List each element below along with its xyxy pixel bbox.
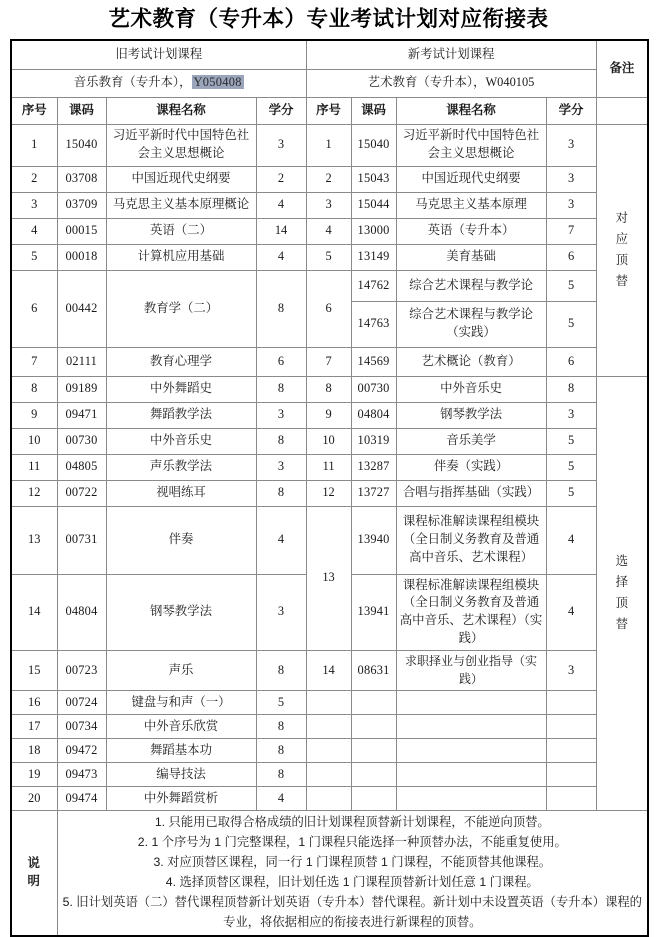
new-course-name: 课程标准解读课程组模块（全日制义务教育及普通高中音乐、艺术课程） [396,506,546,574]
table-row [11,428,648,454]
new-course-name [396,691,546,715]
table-row [11,124,648,166]
table-row [11,347,648,376]
new-course-name [396,763,546,787]
old-course-name: 声乐教学法 [106,454,256,480]
new-credit [546,715,596,739]
old-course-name: 计算机应用基础 [106,244,256,270]
old-seq: 1 [11,124,57,166]
table-row [11,402,648,428]
old-course-name: 伴奏 [106,506,256,574]
new-code: 15044 [351,192,396,218]
old-seq: 14 [11,574,57,651]
new-credit [546,763,596,787]
old-credit: 14 [256,218,306,244]
new-credit: 3 [546,402,596,428]
new-code: 13940 [351,506,396,574]
column-header-row [11,97,648,124]
old-code: 09471 [57,402,106,428]
new-seq: 7 [306,347,351,376]
remark-corresponding [596,124,648,376]
old-seq: 12 [11,480,57,506]
new-code: 14762 [351,270,396,301]
new-credit: 4 [546,506,596,574]
old-code: 04805 [57,454,106,480]
old-seq: 4 [11,218,57,244]
table-row [11,787,648,811]
notes-label-char-1: 说 [27,855,41,870]
old-code: 09189 [57,376,106,402]
notes-content [57,811,648,936]
old-credit: 8 [256,480,306,506]
new-credit: 5 [546,454,596,480]
remark-optional [596,376,648,811]
old-major-code: Y050408 [193,75,242,89]
new-credit: 3 [546,192,596,218]
old-code: 09473 [57,763,106,787]
new-credit: 3 [546,166,596,192]
old-code: 04804 [57,574,106,651]
new-plan-group-header: 新考试计划课程 [306,40,596,70]
old-course-name: 舞蹈教学法 [106,402,256,428]
table-row [11,454,648,480]
old-course-name: 中国近现代史纲要 [106,166,256,192]
note-item: 1. 只能用已取得合格成绩的旧计划课程顶替新计划课程，不能逆向顶替。 [154,815,550,830]
table-row [11,739,648,763]
page-title: 艺术教育（专升本）专业考试计划对应衔接表 [108,7,549,31]
old-course-name: 中外音乐史 [106,428,256,454]
old-credit: 3 [256,574,306,651]
new-seq [306,787,351,811]
old-credit: 4 [256,787,306,811]
new-credit: 3 [546,124,596,166]
remark-text: 对应顶替 [615,210,629,289]
old-course-name: 马克思主义基本原理概论 [106,192,256,218]
old-code: 00723 [57,651,106,691]
table-row [11,192,648,218]
new-code [351,691,396,715]
new-code: 13727 [351,480,396,506]
new-seq: 14 [306,651,351,691]
old-seq: 18 [11,739,57,763]
note-item: 3. 对应顶替区课程，同一行 1 门课程顶替 1 门课程，不能顶替其他课程。 [153,855,552,870]
new-course-name: 音乐美学 [396,428,546,454]
old-credit: 6 [256,347,306,376]
new-seq: 13 [306,506,351,651]
new-course-name: 艺术概论（教育） [396,347,546,376]
new-code [351,715,396,739]
col-header-course-old: 课程名称 [106,97,256,124]
old-credit: 3 [256,454,306,480]
old-code: 00015 [57,218,106,244]
new-seq [306,715,351,739]
new-credit: 5 [546,270,596,301]
old-seq: 2 [11,166,57,192]
old-code: 03709 [57,192,106,218]
new-course-name: 钢琴教学法 [396,402,546,428]
old-course-name: 中外音乐欣赏 [106,715,256,739]
new-course-name: 课程标准解读课程组模块（全日制义务教育及普通高中音乐、艺术课程）（实践） [396,574,546,651]
new-course-name: 综合艺术课程与教学论 [396,270,546,301]
notes-label-char-2: 明 [27,873,41,888]
old-plan-group-header: 旧考试计划课程 [11,40,306,70]
note-item: 5. 旧计划英语（二）替代课程顶替新计划英语（专升本）替代课程。新计划中未设置英语（专升本）课程的专业，将依据相应的衔接表进行新课程的顶替。 [62,894,642,929]
table-row [11,763,648,787]
old-seq: 17 [11,715,57,739]
old-major-name: 音乐教育（专升本）， [73,75,192,89]
old-credit: 4 [256,244,306,270]
new-course-name: 马克思主义基本原理 [396,192,546,218]
old-code: 15040 [57,124,106,166]
old-code: 00730 [57,428,106,454]
new-code: 13287 [351,454,396,480]
new-course-name: 习近平新时代中国特色社会主义思想概论 [396,124,546,166]
col-header-seq-old: 序号 [11,97,57,124]
new-credit: 5 [546,480,596,506]
notes-label [11,811,57,936]
new-course-name: 求职择业与创业指导（实践） [396,651,546,691]
new-credit: 3 [546,651,596,691]
table-row [11,506,648,574]
old-code: 00731 [57,506,106,574]
old-course-name: 习近平新时代中国特色社会主义思想概论 [106,124,256,166]
old-code: 09474 [57,787,106,811]
old-course-name: 教育心理学 [106,347,256,376]
table-row [11,651,648,691]
old-course-name: 声乐 [106,651,256,691]
old-credit: 2 [256,166,306,192]
new-code: 13149 [351,244,396,270]
old-course-name: 编导技法 [106,763,256,787]
old-course-name: 键盘与和声（一） [106,691,256,715]
old-credit: 8 [256,376,306,402]
new-code: 13000 [351,218,396,244]
old-credit: 8 [256,739,306,763]
table-row [11,480,648,506]
col-header-course-new: 课程名称 [396,97,546,124]
new-code: 13941 [351,574,396,651]
old-credit: 3 [256,124,306,166]
new-course-name [396,787,546,811]
old-credit: 8 [256,428,306,454]
new-seq: 3 [306,192,351,218]
old-code: 09472 [57,739,106,763]
new-credit [546,739,596,763]
notes-row [11,811,648,936]
old-credit: 8 [256,763,306,787]
old-seq: 3 [11,192,57,218]
new-code: 15043 [351,166,396,192]
old-seq: 13 [11,506,57,574]
new-course-name: 合唱与指挥基础（实践） [396,480,546,506]
col-header-credit-new: 学分 [546,97,596,124]
old-code: 00722 [57,480,106,506]
table-row [11,166,648,192]
old-seq: 16 [11,691,57,715]
new-code: 08631 [351,651,396,691]
old-course-name: 英语（二） [106,218,256,244]
col-header-credit-old: 学分 [256,97,306,124]
col-header-code-new: 课码 [351,97,396,124]
new-course-name: 中外音乐史 [396,376,546,402]
old-course-name: 钢琴教学法 [106,574,256,651]
new-seq: 12 [306,480,351,506]
new-course-name [396,739,546,763]
new-course-name: 美育基础 [396,244,546,270]
note-item: 2. 1 个序号为 1 门完整课程，1 门课程只能选择一种顶替办法，不能重复使用。 [137,835,567,850]
old-code: 00442 [57,270,106,347]
new-course-name: 综合艺术课程与教学论（实践） [396,301,546,347]
remark-column-header: 备注 [596,40,648,98]
new-seq: 4 [306,218,351,244]
old-code: 00724 [57,691,106,715]
new-credit [546,787,596,811]
new-seq: 8 [306,376,351,402]
old-credit: 4 [256,192,306,218]
course-correspondence-table [10,39,649,937]
old-seq: 7 [11,347,57,376]
new-credit: 6 [546,244,596,270]
old-code: 03708 [57,166,106,192]
old-seq: 5 [11,244,57,270]
old-course-name: 舞蹈基本功 [106,739,256,763]
remark-spacer-cell [596,97,648,124]
new-credit: 8 [546,376,596,402]
table-row [11,270,648,301]
new-code: 15040 [351,124,396,166]
new-credit: 5 [546,301,596,347]
new-seq: 11 [306,454,351,480]
new-course-name: 中国近现代史纲要 [396,166,546,192]
new-course-name: 英语（专升本） [396,218,546,244]
new-code: 04804 [351,402,396,428]
old-course-name: 中外舞蹈赏析 [106,787,256,811]
old-course-name: 教育学（二） [106,270,256,347]
new-seq [306,691,351,715]
new-seq: 10 [306,428,351,454]
new-course-name [396,715,546,739]
old-seq: 8 [11,376,57,402]
old-seq: 9 [11,402,57,428]
old-code: 00018 [57,244,106,270]
new-code: 10319 [351,428,396,454]
new-seq [306,763,351,787]
new-code [351,763,396,787]
old-credit: 8 [256,270,306,347]
new-seq: 1 [306,124,351,166]
new-credit [546,691,596,715]
new-credit: 7 [546,218,596,244]
new-major-cell: 艺术教育（专升本），W040105 [306,69,596,97]
old-credit: 3 [256,402,306,428]
table-row [11,218,648,244]
old-course-name: 视唱练耳 [106,480,256,506]
col-header-seq-new: 序号 [306,97,351,124]
old-seq: 6 [11,270,57,347]
old-course-name: 中外舞蹈史 [106,376,256,402]
old-seq: 10 [11,428,57,454]
old-seq: 19 [11,763,57,787]
new-seq: 6 [306,270,351,347]
table-row [11,244,648,270]
old-credit: 8 [256,651,306,691]
col-header-code-old: 课码 [57,97,106,124]
old-seq: 20 [11,787,57,811]
old-credit: 5 [256,691,306,715]
new-code: 14763 [351,301,396,347]
remark-text: 选择顶替 [615,554,629,632]
new-credit: 6 [546,347,596,376]
new-code: 00730 [351,376,396,402]
table-row [11,376,648,402]
new-code: 14569 [351,347,396,376]
new-course-name: 伴奏（实践） [396,454,546,480]
group-header-row [11,40,648,70]
new-seq: 5 [306,244,351,270]
new-credit: 5 [546,428,596,454]
old-seq: 11 [11,454,57,480]
new-credit: 4 [546,574,596,651]
old-code: 02111 [57,347,106,376]
new-code [351,787,396,811]
new-code [351,739,396,763]
note-item: 4. 选择顶替区课程，旧计划任选 1 门课程顶替新计划任意 1 门课程。 [165,874,539,889]
old-credit: 8 [256,715,306,739]
old-code: 00734 [57,715,106,739]
old-credit: 4 [256,506,306,574]
major-row [11,69,648,97]
new-seq: 9 [306,402,351,428]
table-row [11,715,648,739]
table-row [11,691,648,715]
old-seq: 15 [11,651,57,691]
new-seq [306,739,351,763]
new-seq: 2 [306,166,351,192]
old-major-cell [11,69,306,97]
